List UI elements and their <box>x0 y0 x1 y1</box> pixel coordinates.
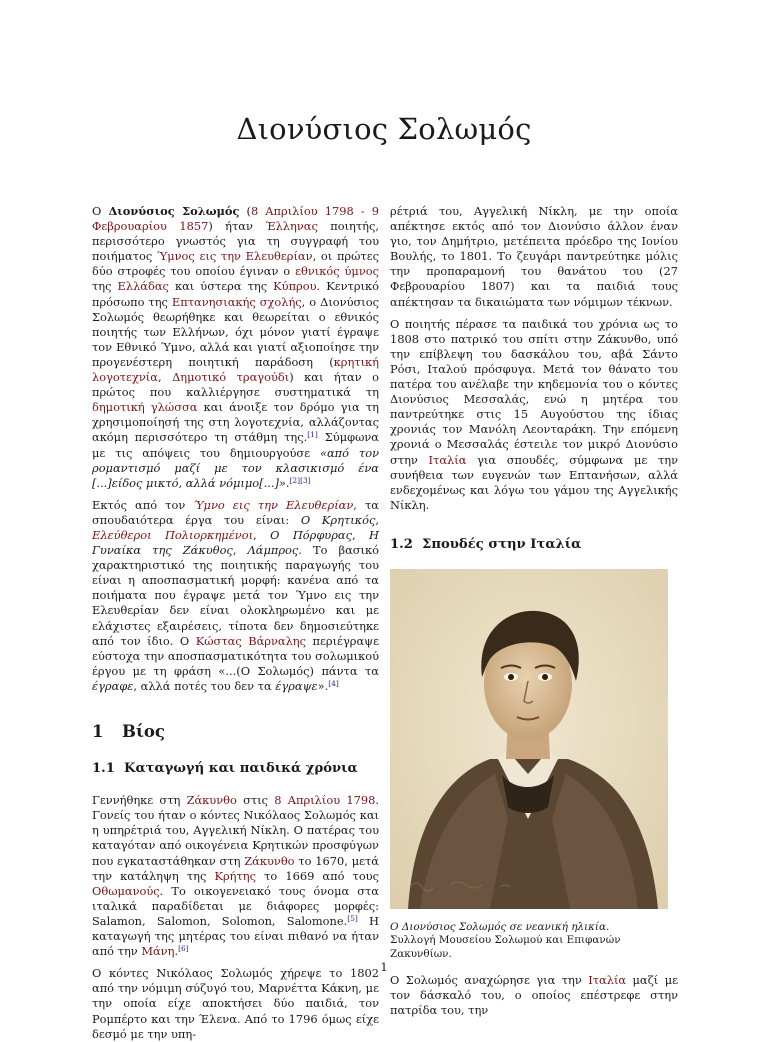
link-ottomans[interactable]: Οθωμανούς <box>92 883 160 898</box>
link-mani[interactable]: Μάνη <box>141 944 175 959</box>
work-cretan: Ο Κρητικός <box>300 512 376 527</box>
work-lambros: Λάμπρος <box>247 543 299 558</box>
page-number: 1 <box>380 960 388 974</box>
portrait-image <box>390 569 668 909</box>
reference-2[interactable]: [2] <box>289 475 301 485</box>
link-zakynthos[interactable]: Ζάκυνθο <box>186 793 237 808</box>
link-greek[interactable]: Έλληνας <box>265 219 318 234</box>
reference-4[interactable]: [4] <box>328 678 339 688</box>
link-death-date[interactable]: 9 Φεβρουαρίου 1857 <box>92 204 379 234</box>
reference-1[interactable]: [1] <box>307 430 318 440</box>
left-column <box>92 204 379 1042</box>
page-title: Διονύσιος Σολωμός <box>236 112 532 146</box>
work-porfyras: Ο Πόρφυρας <box>270 527 352 542</box>
link-italy-2[interactable]: Ιταλία <box>588 972 627 987</box>
link-national-anthem[interactable]: εθνικός ύμνος <box>295 264 379 279</box>
link-varnalis[interactable]: Κώστας Βάρναλης <box>195 633 306 648</box>
link-birth-date[interactable]: 8 Απριλίου 1798 <box>250 204 354 218</box>
link-zakynthos-2[interactable]: Ζάκυνθο <box>244 853 295 868</box>
link-free-besieged[interactable]: Ελεύθεροι Πολιορκημένοι <box>92 527 254 542</box>
right-column <box>390 204 678 1025</box>
portrait-drawing <box>390 569 668 909</box>
subsection-heading-origin: 1.1 Καταγωγή και παιδικά χρόνια <box>92 761 358 777</box>
origin-paragraph-2: Ο κόντες Νικόλαος Σολωμός χήρεψε το 1802 από την νόμιμη σύζυγό του, Μαρνέττα Κάκνη, με την οποία είχε αποκτήσει δύο παιδιά, τον Ρομπέρτο και την Έλενα. Από το 1796 όμως είχε δεσμό με την υπη- <box>92 966 379 1041</box>
link-cyprus[interactable]: Κύπρου <box>273 279 317 294</box>
subject-name: Διονύσιος Σολωμός <box>108 204 240 218</box>
subsection-heading-studies: 1.2 Σπουδές στην Ιταλία <box>390 536 582 552</box>
link-crete[interactable]: Κρήτης <box>214 868 256 883</box>
link-greece[interactable]: Ελλάδας <box>117 279 169 294</box>
intro-paragraph-2: Εκτός από τον Ύμνο εις την Ελευθερίαν, τα σπουδαιότερα έργα του είναι: Ο Κρητικός, Ελεύθεροι Πολιορκημένοι, Ο Πόρφυρας, Η Γυναίκα της Ζάκυθος, Λάμπρος. Το βασικό χαρακτηριστικό της ποιητικής παραγωγής του είναι η αποσπασματική μορφή: κανένα από τα ποιήματα που έγραψε μετά τον Ύμνο εις την Ελευθερίαν δεν είναι ολοκληρωμένο και με ελάχιστες εξαιρέσεις, τίποτα δεν δημοσιεύτηκε από τον ίδιο. Ο Κώστας Βάρναλης περιέγραψε εύστοχα την αποσπασματικότητα του σολωμικού έργου με τη φράση «...(Ο Σολωμός) πάντα τα έγραφε, αλλά ποτές του δεν τα έγραψε».[4] <box>92 497 379 693</box>
work-woman-zakynthos: Η Γυναίκα της Ζάκυθος <box>92 527 379 558</box>
link-hymn[interactable]: Ύμνος εις την Ελευθερίαν <box>156 249 313 264</box>
studies-paragraph-1: Ο Σολωμός αναχώρησε για την Ιταλία μαζί με τον δάσκαλό του, ο οποίος επέστρεφε στην πατρίδα του, την <box>390 972 678 1018</box>
link-hymn-2[interactable]: Ύμνο εις την Ελευθερίαν <box>193 497 354 512</box>
link-heptanese-school[interactable]: Επτανησιακής σχολής <box>171 294 302 309</box>
link-cretan-literature[interactable]: κρητική λογοτεχνία <box>92 354 379 385</box>
link-italy[interactable]: Ιταλία <box>428 452 467 467</box>
reference-3[interactable]: [3] <box>300 475 311 485</box>
link-birth-date-2[interactable]: 8 Απριλίου 1798 <box>274 793 376 808</box>
origin-paragraph-3: Ο ποιητής πέρασε τα παιδικά του χρόνια ως το 1808 στο πατρικό του σπίτι στην Ζάκυνθο, υπό την επίβλεψη του δασκάλου του, αβά Σάντο Ρόσι, Ιταλού πρόσφυγα. Μετά τον θάνατο του πατέρα του ανέλαβε την κηδεμονία του ο κόντες Διονύσιος Μεσσαλάς, ενώ η μητέρα του παντρεύτηκε στις 15 Αυγούστου της ίδιας χρονιάς τον Μανόλη Λεονταράκη. Την επόμενη χρονιά ο Μεσσαλάς έστειλε τον μικρό Διονύσιο στην Ιταλία για σπουδές, σύμφωνα με την συνήθεια των ευγενών των Επτανήσων, αλλά ενδεχομένως και λόγω του γάμου της Αγγελικής Νίκλη. <box>390 316 678 512</box>
section-heading-bios: 1 Βίος <box>92 722 165 741</box>
quote: «από τον ρομαντισμό μαζί με τον κλασικισμό ένα [...]είδος μικτό, αλλά νόμιμο[...]» <box>92 445 379 490</box>
link-demotic[interactable]: δημοτική γλώσσα <box>92 400 198 415</box>
figure-caption: Ο Διονύσιος Σολωμός σε νεανική ηλικία. Συλλογή Μουσείου Σολωμού και Επιφανών Ζακυνθίων. <box>390 920 621 960</box>
intro-paragraph-1: Ο Διονύσιος Σολωμός (8 Απριλίου 1798 - 9 Φεβρουαρίου 1857) ήταν Έλληνας ποιητής, περισσότερο γνωστός για τη συγγραφή του ποιήματος Ύμνος εις την Ελευθερίαν, οι πρώτες δύο στροφές του οποίου έγιναν ο εθνικός ύμνος της Ελλάδας και ύστερα της Κύπρου. Κεντρικό πρόσωπο της Επτανησιακής σχολής, ο Διονύσιος Σολωμός θεωρήθηκε και θεωρείται ο εθνικός ποιητής των Ελλήνων, όχι μόνον γιατί έγραψε τον Εθνικό Ύμνο, αλλά και γιατί αξιοποίησε την προγενέστερη ποιητική παράδοση (κρητική λογοτεχνία, Δημοτικό τραγούδι) και ήταν ο πρώτος που καλλιέργησε συστηματικά τη δημοτική γλώσσα και άνοιξε τον δρόμο για τη χρησιμοποίησή της στη λογοτεχνία, αλλάζοντας ακόμη περισσότερο τη στάθμη της.[1] Σύμφωνα με τις απόψεις του δημιουργούσε «από τον ρομαντισμό μαζί με τον κλασικισμό ένα [...]είδος μικτό, αλλά νόμιμο[...]».[2][3] <box>92 204 380 490</box>
reference-5[interactable]: [5] <box>347 913 358 923</box>
origin-paragraph-1: Γεννήθηκε στη Ζάκυνθο στις 8 Απριλίου 1798. Γονείς του ήταν ο κόντες Νικόλαος Σολωμός και η υπηρέτριά του, Αγγελική Νίκλη. Ο πατέρας του καταγόταν από οικογένεια Κρητικών προσφύγων που εγκαταστάθηκαν στη Ζάκυνθο το 1670, μετά την κατάληψη της Κρήτης το 1669 από τους Οθωμανούς. Το οικογενειακό τους όνομα στα ιταλικά παραδίδεται με διάφορες μορφές: Salamon, Salomon, Solomon, Salomone.[5] Η καταγωγή της μητέρας του είναι πιθανό να ήταν από την Μάνη.[6] <box>92 793 379 959</box>
origin-paragraph-2-continued: ρέτριά του, Αγγελική Νίκλη, με την οποία απέκτησε εκτός από τον Διονύσιο άλλον έναν γιο, τον Δημήτριο, μετέπειτα πρόεδρο της Ιονίου Βουλής, το 1801. Το ζευγάρι παντρεύτηκε μόλις την προπαραμονή του θανάτου του (27 Φεβρουαρίου 1807) και τα παιδιά τους απέκτησαν τα δικαιώματα των νόμιμων τέκνων. <box>390 204 678 309</box>
reference-6[interactable]: [6] <box>178 944 189 954</box>
link-folk-song[interactable]: Δημοτικό τραγούδι <box>172 370 290 385</box>
